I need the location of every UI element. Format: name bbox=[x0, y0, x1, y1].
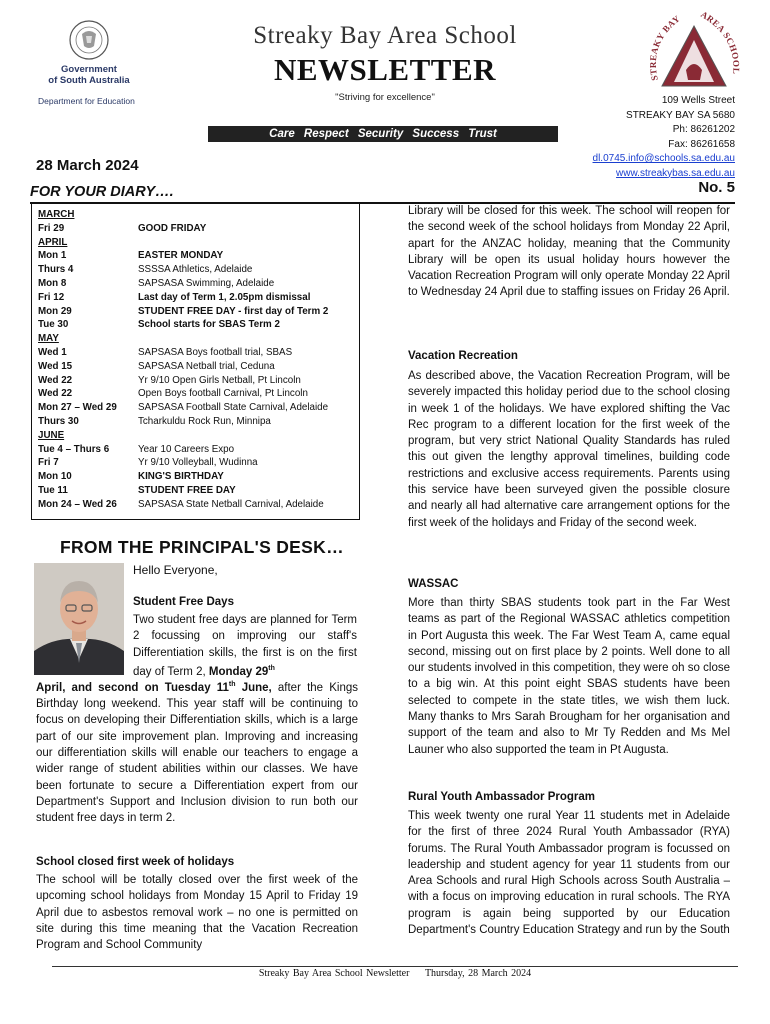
diary-row bbox=[38, 470, 358, 484]
diary-event: SAPSASA Swimming, Adelaide bbox=[138, 278, 275, 289]
diary-date: Thurs 30 bbox=[38, 416, 79, 427]
diary-month: MAY bbox=[38, 333, 59, 345]
diary-month: JUNE bbox=[38, 429, 65, 441]
diary-event: SAPSASA State Netball Carnival, Adelaide bbox=[138, 498, 324, 510]
diary-row bbox=[38, 498, 358, 512]
diary-event: Tcharkuldu Rock Run, Minnipa bbox=[138, 416, 271, 427]
diary-event: STUDENT FREE DAY bbox=[138, 485, 236, 496]
diary-event: SAPSASA Boys football trial, SBAS bbox=[138, 347, 293, 358]
diary-date: Thurs 4 bbox=[38, 264, 74, 276]
diary-row bbox=[38, 484, 358, 498]
svg-text:AREA SCHOOL: AREA SCHOOL bbox=[699, 10, 742, 75]
rural-youth-heading: Rural Youth Ambassador Program bbox=[408, 791, 596, 803]
diary-row bbox=[38, 387, 358, 401]
page-footer bbox=[52, 968, 738, 979]
government-logo bbox=[34, 18, 144, 106]
wassac-text: More than thirty SBAS students took part in the Far West teams as part of the Regional WASSAC athletics competition in Port Augusta this week. The Far West Team A, came equal second, missing out on first place by 2 points. Well done to all our students involved in this competition, they were oh so close to a big win. At this point eight SBAS students have been selected to compete in the state titles, we wish them luck. Many thanks to Mrs Sarah Brougham for her organisation and support of the team and also to Mr Ty Redden and Ms Mel Launer who also supported the team in Pt Augusta. bbox=[408, 597, 730, 756]
diary-row bbox=[38, 249, 358, 263]
diary-date: Mon 24 – Wed 26 bbox=[38, 498, 117, 510]
footer-newsletter-name: Streaky Bay Area School Newsletter bbox=[258, 968, 410, 979]
diary-date: Mon 8 bbox=[38, 278, 67, 289]
issue-date: 28 March 2024 bbox=[36, 157, 139, 174]
diary-event: SSSSA Athletics, Adelaide bbox=[138, 264, 253, 276]
library-paragraph: Library will be closed for this week. The school will reopen for the second week of the school holidays from Monday 22 April, apart for the ANZAC holiday, meaning that the Community Library will be open its usual holiday hours however the Vacation Recreation Program will only operate Monday 22 April to Wednesday 24 April due to staffing issues on Friday 26 April. bbox=[408, 205, 730, 299]
diary-date: Tue 11 bbox=[38, 485, 68, 496]
diary-date: Fri 29 bbox=[38, 222, 65, 234]
diary-row bbox=[38, 429, 358, 443]
motto: "Striving for excellence" bbox=[335, 92, 435, 103]
diary-event bbox=[138, 429, 358, 443]
diary-date: Fri 7 bbox=[38, 457, 59, 469]
diary-row bbox=[38, 277, 358, 291]
newsletter-title: NEWSLETTER bbox=[273, 52, 497, 87]
diary-date: Wed 22 bbox=[38, 374, 73, 386]
rural-youth-text: This week twenty one rural Year 11 students met in Adelaide for the first of three 2024 Rural Youth Ambassador (RYA) forums. The Rural Youth Ambassador program is focussed on leadership and student agency for year 11 students from our Area Schools and rural High Schools across South Australia – with a focus on improving education in rural schools. The RYA program is again being supported by our Education Department's Country Education Strategy and run by the South bbox=[408, 810, 730, 937]
issue-number: No. 5 bbox=[698, 179, 735, 196]
school-closed-heading: School closed first week of holidays bbox=[36, 856, 235, 868]
diary-event: Last day of Term 1, 2.05pm dismissal bbox=[138, 291, 311, 303]
school-name: Streaky Bay Area School bbox=[253, 22, 517, 49]
diary-event bbox=[138, 208, 358, 222]
diary-row bbox=[38, 415, 358, 429]
diary-date: Fri 12 bbox=[38, 291, 65, 303]
diary-event bbox=[138, 332, 358, 346]
diary-row bbox=[38, 291, 358, 305]
school-logo bbox=[642, 10, 746, 98]
school-closed-text: The school will be totally closed over the first week of the upcoming school holidays from Monday 15 April to Friday 19 April due to asbestos removal work – no one is permitted on site during this time meaning that the Vacation Recreation Program and School Community bbox=[36, 874, 358, 952]
department-name: Department for Education bbox=[38, 96, 135, 106]
diary-row bbox=[38, 401, 358, 415]
diary-event bbox=[138, 236, 358, 250]
principal-section-title: FROM THE PRINCIPAL'S DESK… bbox=[60, 537, 344, 557]
diary-event: GOOD FRIDAY bbox=[138, 222, 207, 234]
gov-line-2: of South Australia bbox=[48, 75, 130, 86]
diary-date: Wed 1 bbox=[38, 347, 67, 358]
diary-event: KING'S BIRTHDAY bbox=[138, 471, 224, 483]
student-free-days-text: April, and second on Tuesday 11th June, after the Kings Birthday long weekend. This year staff will be continuing to focus on developing their Differentiation skills, which is a large part of our site improvement plan. Improving and increasing our differentiation skills will enable our teachers to engage a wider range of student abilities within our classes. We have been fortunate to secure a Differentiation expert from our Department's Support and Inclusion division to run both our student free days in term 2. bbox=[36, 681, 358, 825]
diary-month: APRIL bbox=[38, 236, 68, 248]
diary-title: FOR YOUR DIARY…. bbox=[30, 184, 174, 200]
wassac-heading: WASSAC bbox=[408, 578, 459, 590]
contact-block bbox=[535, 94, 735, 181]
diary-date: Mon 29 bbox=[38, 305, 72, 317]
diary-date: Tue 4 – Thurs 6 bbox=[38, 443, 110, 455]
diary-event: EASTER MONDAY bbox=[138, 250, 224, 262]
address-line-1: 109 Wells Street bbox=[661, 95, 735, 106]
student-free-days-intro: Two student free days are planned for Term 2 focussing on improving our staff's Differentiation skills, the first is on the first day of Term 2, Monday 29th bbox=[133, 614, 357, 678]
diary-date: Tue 30 bbox=[38, 319, 69, 331]
diary-row bbox=[38, 346, 358, 360]
school-values-bar: Care Respect Security Success Trust bbox=[208, 126, 558, 142]
principal-photo bbox=[34, 563, 124, 675]
greeting: Hello Everyone, bbox=[133, 563, 218, 577]
diary-event: SAPSASA Football State Carnival, Adelaide bbox=[138, 402, 329, 414]
footer-date: Thursday, 28 March 2024 bbox=[424, 968, 532, 979]
phone: Ph: 86261202 bbox=[672, 124, 735, 135]
diary-row bbox=[38, 332, 358, 346]
student-free-days-heading: Student Free Days bbox=[133, 596, 234, 608]
vacation-recreation-text: As described above, the Vacation Recreation Program, will be severely impacted this holiday period due to the school closing in week 1 of the holidays. We have explored shifting the Vac Rec program to a different location for the first week of the program, but very strict National Quality Standards has ruled this out given the lengthy approval timelines, building code restrictions and exclusive access requirements. Parents using this service have been surveyed given the possible closure and nearly all had alternative care arrangement options for the first week of the holidays and Friday of the second week. bbox=[408, 370, 730, 529]
diary-row bbox=[38, 360, 358, 374]
diary-row bbox=[38, 208, 358, 222]
diary-event: Open Boys football Carnival, Pt Lincoln bbox=[138, 388, 308, 400]
diary-event: SAPSASA Netball trial, Ceduna bbox=[138, 360, 275, 372]
gov-line-1: Government bbox=[61, 64, 117, 75]
diary-event: Yr 9/10 Open Girls Netball, Pt Lincoln bbox=[138, 374, 301, 386]
address-line-2: STREAKY BAY SA 5680 bbox=[626, 109, 735, 121]
diary-row bbox=[38, 456, 358, 470]
diary-date: Mon 1 bbox=[38, 250, 67, 262]
diary-date: Wed 15 bbox=[38, 360, 73, 372]
vacation-recreation-heading: Vacation Recreation bbox=[408, 350, 518, 362]
diary-event: STUDENT FREE DAY - first day of Term 2 bbox=[138, 305, 329, 317]
diary-event: Year 10 Careers Expo bbox=[138, 443, 235, 455]
diary-row bbox=[38, 305, 358, 319]
diary-event: School starts for SBAS Term 2 bbox=[138, 319, 280, 331]
diary-box bbox=[31, 203, 360, 520]
diary-date: Mon 27 – Wed 29 bbox=[38, 402, 117, 414]
diary-row bbox=[38, 263, 358, 277]
diary-month: MARCH bbox=[38, 209, 75, 220]
diary-row bbox=[38, 222, 358, 236]
diary-row bbox=[38, 374, 358, 388]
website-link[interactable]: www.streakybas.sa.edu.au bbox=[616, 167, 735, 179]
footer-divider bbox=[52, 966, 738, 967]
coat-of-arms-icon bbox=[62, 18, 116, 64]
fax: Fax: 86261658 bbox=[668, 138, 735, 150]
diary-date: Mon 10 bbox=[38, 471, 72, 483]
diary-row bbox=[38, 443, 358, 457]
diary-event: Yr 9/10 Volleyball, Wudinna bbox=[138, 457, 258, 469]
diary-row bbox=[38, 318, 358, 332]
svg-text:STREAKY BAY: STREAKY BAY bbox=[647, 13, 682, 82]
email-link[interactable]: dl.0745.info@schools.sa.edu.au bbox=[592, 153, 735, 164]
diary-row bbox=[38, 236, 358, 250]
diary-date: Wed 22 bbox=[38, 388, 73, 400]
